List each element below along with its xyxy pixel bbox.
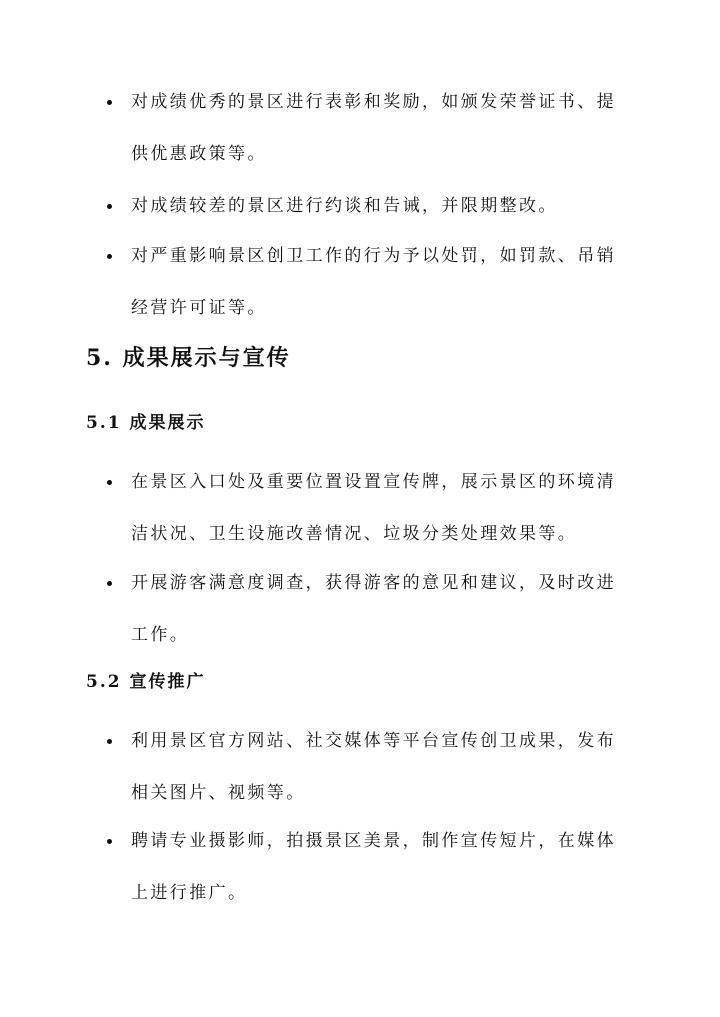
list-item-text: 开展游客满意度调查，获得游客的意见和建议，及时改进工作。 [131, 573, 616, 645]
bullet-icon [107, 839, 112, 844]
list-item-text: 在景区入口处及重要位置设置宣传牌，展示景区的环境清洁状况、卫生设施改善情况、垃圾分类处理效果等。 [131, 472, 616, 544]
list-item-text: 聘请专业摄影师，拍摄景区美景，制作宣传短片，在媒体上进行推广。 [131, 831, 616, 903]
section-heading: 5. 成果展示与宣传 [86, 345, 291, 371]
list-item-text: 对严重影响景区创卫工作的行为予以处罚，如罚款、吊销经营许可证等。 [131, 246, 616, 318]
list-item [107, 456, 627, 560]
subsection-heading: 5.2 宣传推广 [86, 672, 206, 692]
bullet-icon [107, 480, 112, 485]
list-item-text: 对成绩较差的景区进行约谈和告诫，并限期整改。 [131, 196, 558, 216]
list-item [107, 715, 627, 819]
bullet-icon [107, 100, 112, 105]
list-item-text: 利用景区官方网站、社交媒体等平台宣传创卫成果，发布相关图片、视频等。 [131, 731, 616, 803]
list-item [107, 180, 627, 232]
bullet-icon [107, 254, 112, 259]
bullet-icon [107, 581, 112, 586]
subsection-heading: 5.1 成果展示 [86, 413, 206, 433]
bullet-icon [107, 739, 112, 744]
list-item [107, 230, 627, 334]
list-item-text: 对成绩优秀的景区进行表彰和奖励，如颁发荣誉证书、提供优惠政策等。 [131, 92, 616, 164]
list-item [107, 76, 627, 180]
list-item [107, 815, 627, 919]
list-item [107, 557, 627, 661]
bullet-icon [107, 204, 112, 209]
